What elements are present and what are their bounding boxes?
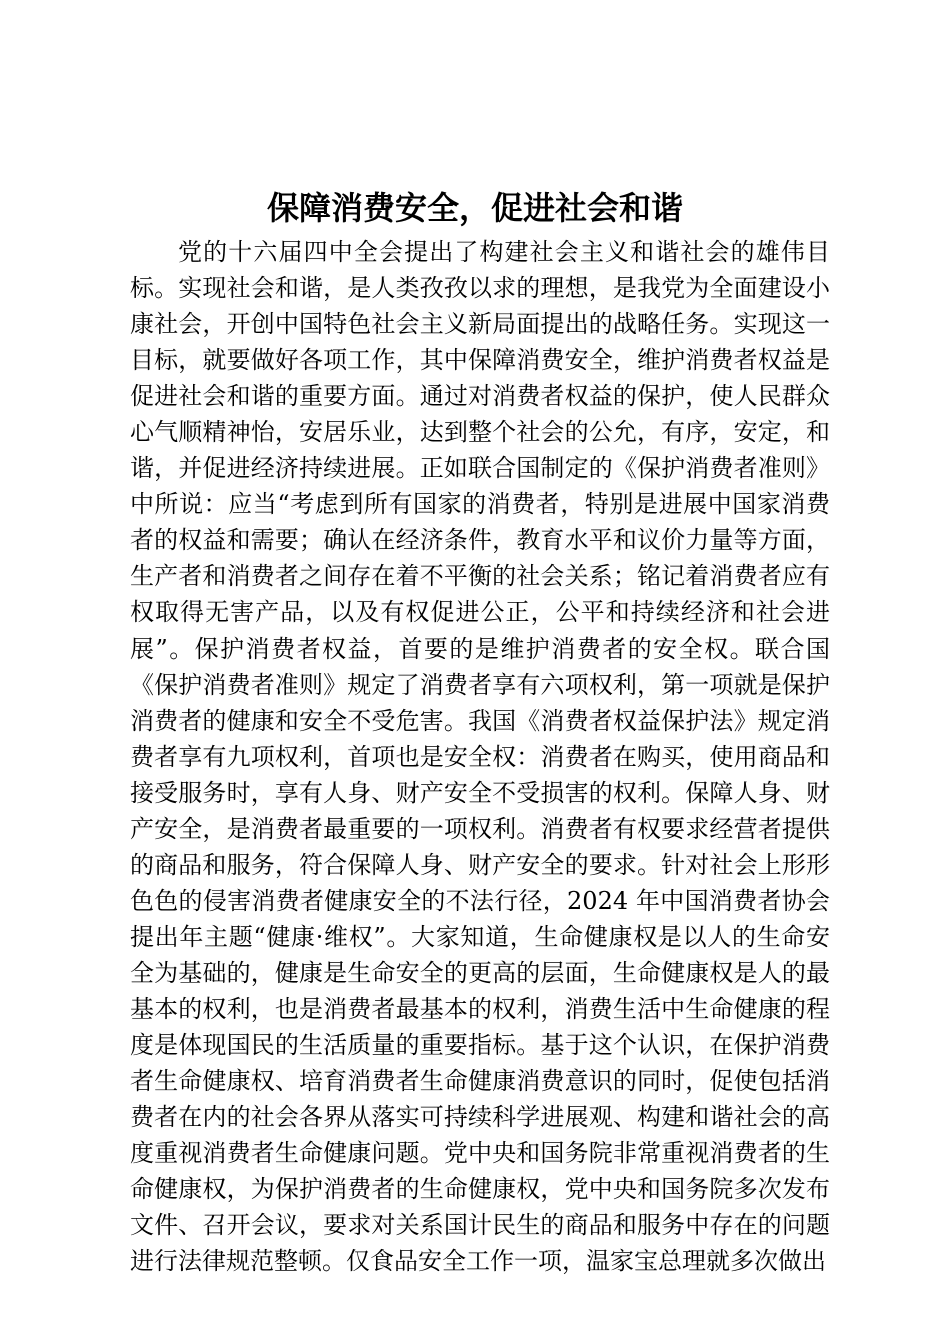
- document-title: 保障消费安全，促进社会和谐: [266, 189, 683, 227]
- document-body-paragraph: 党的十六届四中全会提出了构建社会主义和谐社会的雄伟目标。实现社会和谐，是人类孜孜以求的理想，是我党为全面建设小康社会，开创中国特色社会主义新局面提出的战略任务。实现这一目标，就要做好各项工作，其中保障消费安全，维护消费者权益是促进社会和谐的重要方面。通过对消费者权益的保护，使人民群众心气顺精神怡，安居乐业，达到整个社会的公允，有序，安定，和谐，并促进经济持续进展。正如联合国制定的《保护消费者准则》中所说：应当“考虑到所有国家的消费者，特别是进展中国家消费者的权益和需要；确认在经济条件，教育水平和议价力量等方面，生产者和消费者之间存在着不平衡的社会关系；铭记着消费者应有权取得无害产品，以及有权促进公正，公平和持续经济和社会进展”。保护消费者权益，首要的是维护消费者的安全权。联合国《保护消费者准则》规定了消费者享有六项权利，第一项就是保护消费者的健康和安全不受危害。我国《消费者权益保护法》规定消费者享有九项权利，首项也是安全权：消费者在购买，使用商品和接受服务时，享有人身、财产安全不受损害的权利。保障人身、财产安全，是消费者最重要的一项权利。消费者有权要求经营者提供的商品和服务，符合保障人身、财产安全的要求。针对社会上形形色色的侵害消费者健康安全的不法行径，2024 年中国消费者协会提出年主题“健康·维权”。大家知道，生命健康权是以人的生命安全为基础的，健康是生命安全的更高的层面，生命健康权是人的最基本的权利，也是消费者最基本的权利，消费生活中生命健康的程度是体现国民的生活质量的重要指标。基于这个认识，在保护消费者生命健康权、培育消费者生命健康消费意识的同时，促使包括消费者在内的社会各界从落实可持续科学进展观、构建和谐社会的高度重视消费者生命健康问题。党中央和国务院非常重视消费者的生命健康权，为保护消费者的生命健康权，党中央和国务院多次发布文件、召开会议，要求对关系国计民生的商品和服务中存在的问题进行法律规范整顿。仅食品安全工作一项，温家宝总理就多次做出: [130, 238, 830, 1276]
